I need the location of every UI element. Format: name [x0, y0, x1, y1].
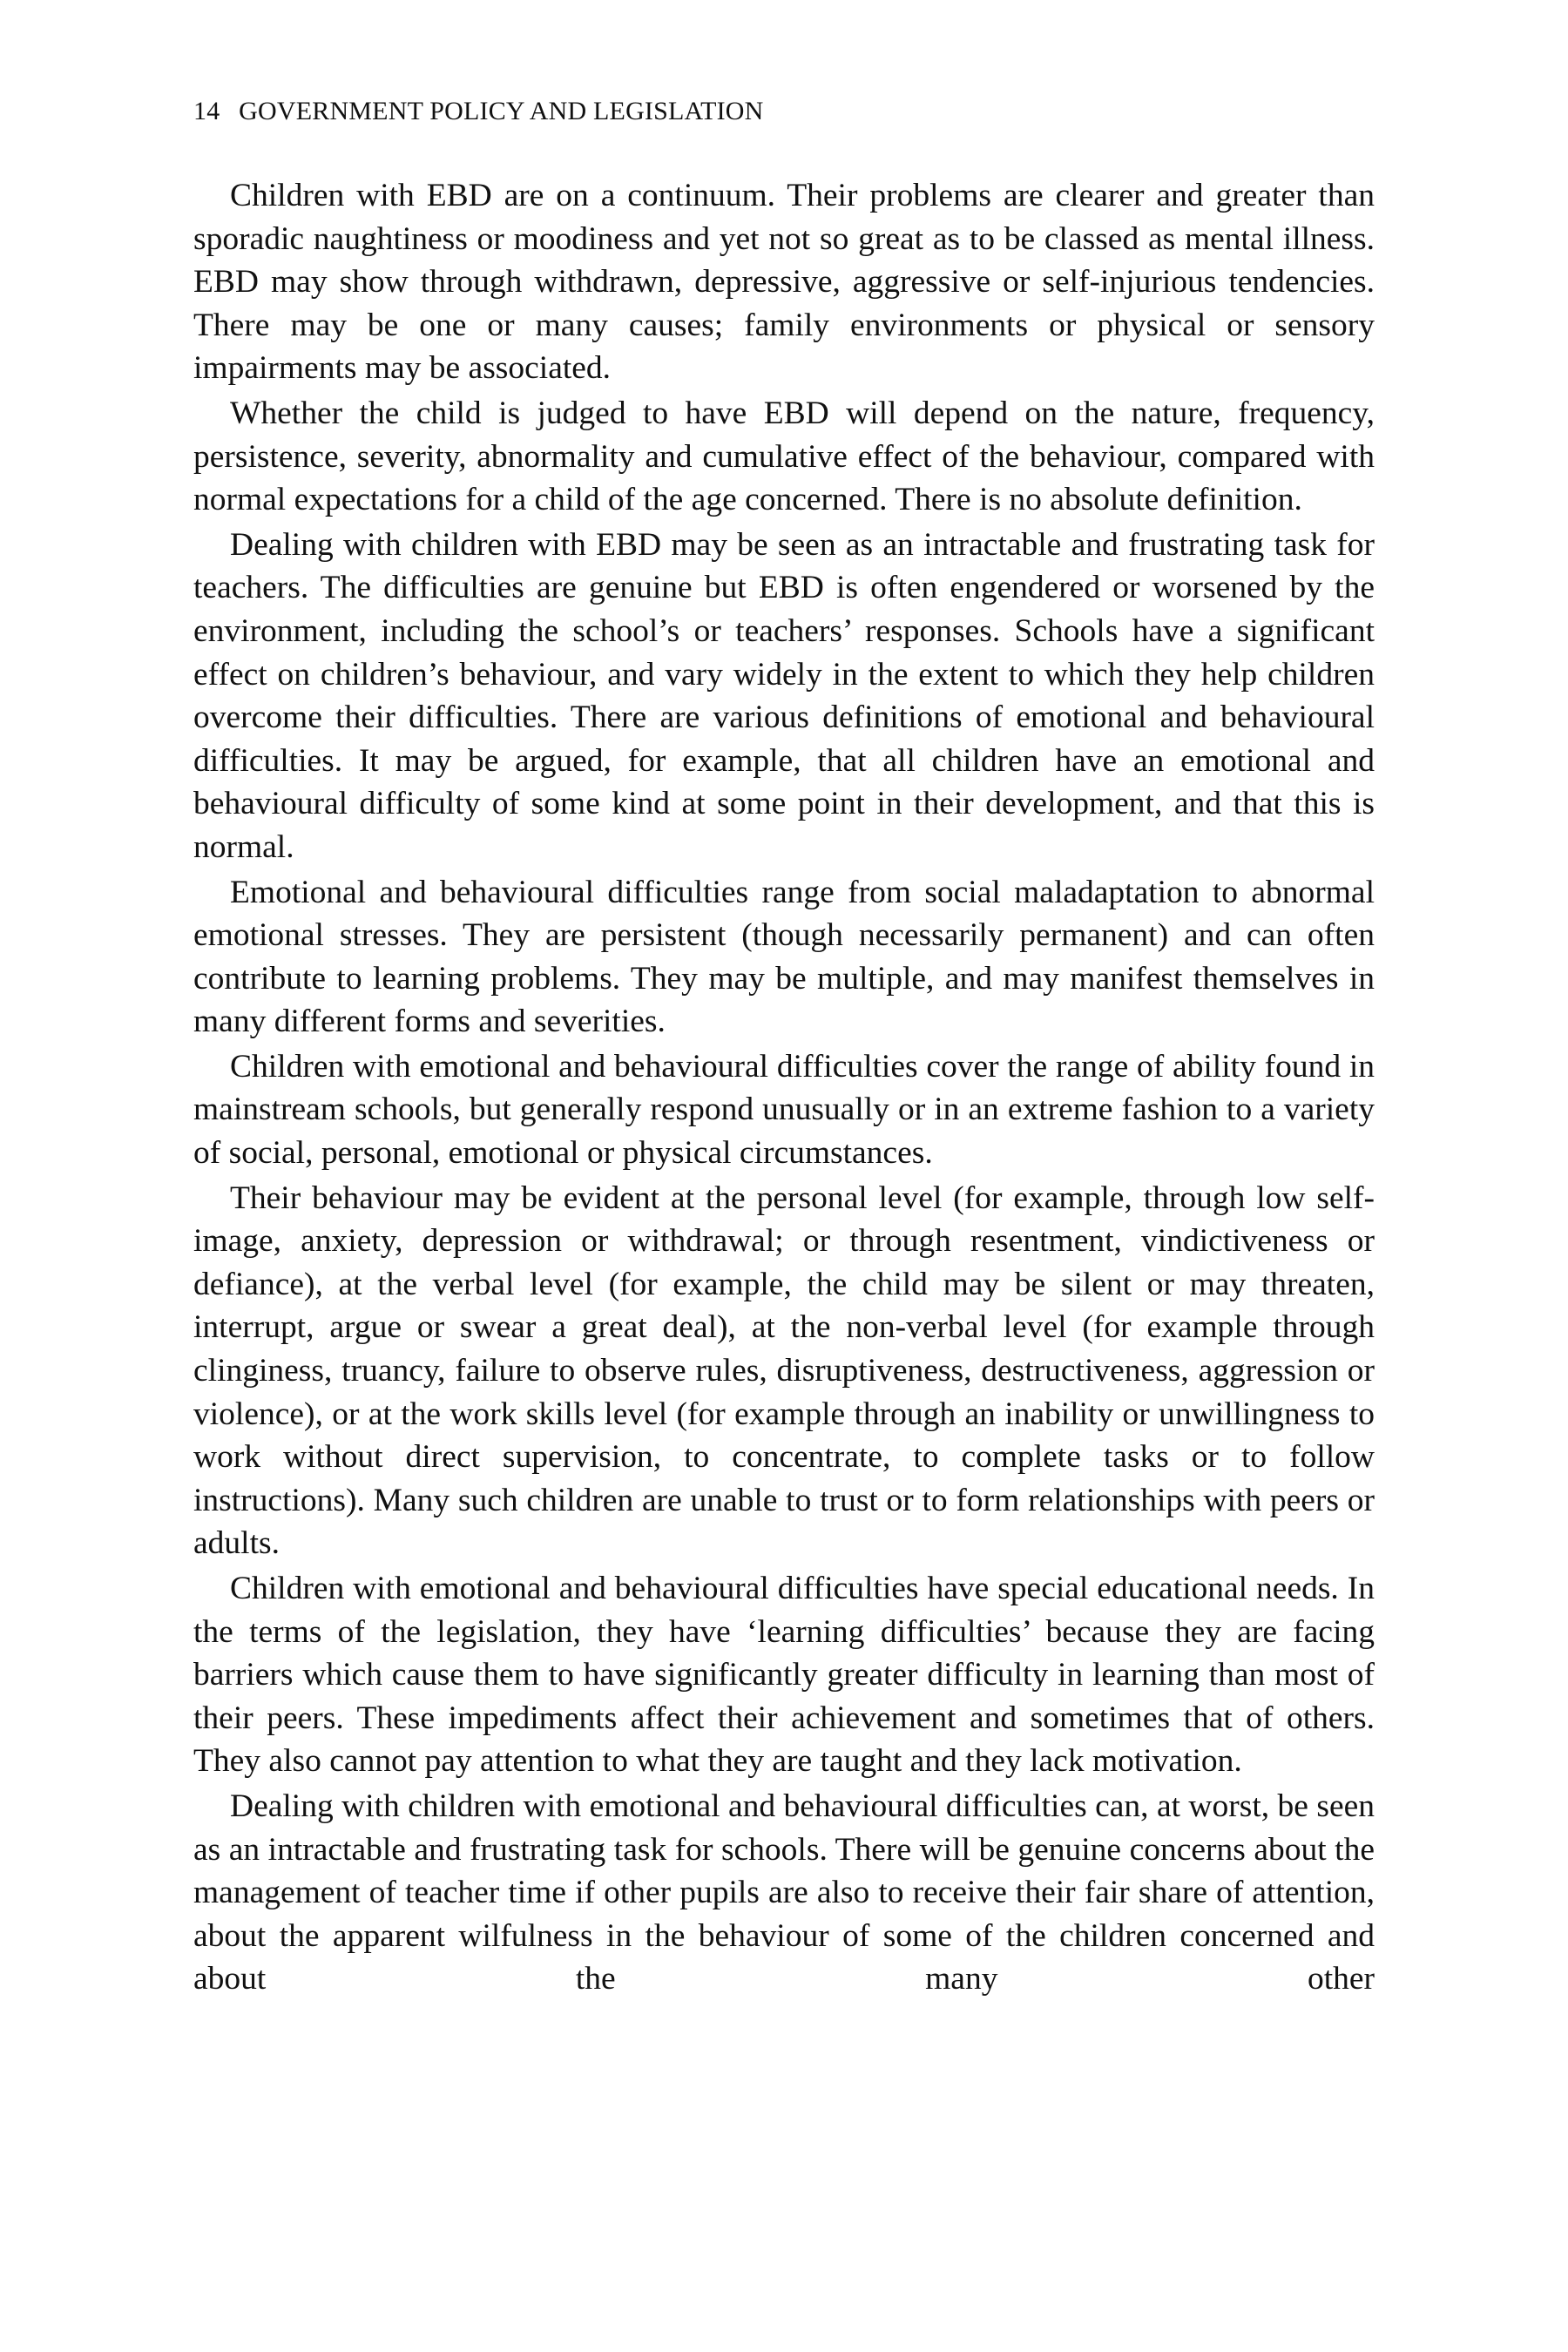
paragraph-range-of-ability: Children with emotional and behavioural difficulties cover the range of ability found in mainstream schools, but generally respond unusually or in an extreme fashion to a variety of social, personal, emotional or physical circumstances. — [193, 1048, 1375, 1172]
page-number: 14 — [193, 97, 220, 125]
paragraph-special-educational-needs: Children with emotional and behavioural difficulties have special educational needs. In the terms of the legislation, they have ‘learning difficulties’ because they are facing barriers which cause them to have significantly greater difficulty in learning than most of their peers. These impediments affect their achievement and sometimes that of others. They also cannot pay attention to what they are taught and they lack motivation. — [193, 1571, 1375, 1780]
paragraph-ebd-continuum: Children with EBD are on a continuum. Their problems are clearer and greater than sporadic naughtiness or moodiness and yet not so great as to be classed as mental illness. EBD may show through withdrawn, depressive, aggressive or self-injurious tendencies. There may be one or many causes; family environments or physical or sensory impairments may be associated. — [193, 178, 1375, 387]
paragraph-judgement-of-ebd: Whether the child is judged to have EBD will depend on the nature, frequency, persistence, severity, abnormality and cumulative effect of the behaviour, compared with normal expectations for a child of the age concerned. There is no absolute definition. — [193, 395, 1375, 518]
running-title: GOVERNMENT POLICY AND LEGISLATION — [239, 97, 764, 125]
body-text — [193, 174, 1375, 2003]
paragraph-behaviour-levels: Their behaviour may be evident at the personal level (for example, through low self-image, anxiety, depression or withdrawal; or through resentment, vindictiveness or defiance), at the verbal level (for example, the child may be silent or may threaten, interrupt, argue or swear a great deal), at the non-verbal level (for example through clinginess, truancy, failure to observe rules, disruptiveness, destructiveness, aggression or violence), or at the work skills level (for example through an inability or unwillingness to work without direct supervision, to concentrate, to complete tasks or to follow instructions). Many such children are unable to trust or to form relationships with peers or adults. — [193, 1179, 1375, 1562]
running-header — [193, 94, 764, 129]
paragraph-dealing-with-ebd: Dealing with children with EBD may be seen as an intractable and frustrating task for teachers. The difficulties are genuine but EBD is often engendered or worsened by the environment, including the school’s or teachers’ responses. Schools have a significant effect on children’s behaviour, and vary widely in the extent to which they help children overcome their difficulties. There are various definitions of emotional and behavioural difficulties. It may be argued, for example, that all children have an emotional and behavioural difficulty of some kind at some point in their development, and that this is normal. — [193, 526, 1375, 865]
paragraph-range-of-difficulties: Emotional and behavioural difficulties range from social maladaptation to abnormal emotional stresses. They are persistent (though necessarily permanent) and can often contribute to learning problems. They may be multiple, and may manifest themselves in many different forms and severities. — [193, 874, 1375, 1040]
paragraph-schools-concerns: Dealing with children with emotional and behavioural difficulties can, at worst, be seen as an intractable and frustrating task for schools. There will be genuine concerns about the management of teacher time if other pupils are also to receive their fair share of attention, about the apparent wilfulness in the behaviour of some of the children concerned and about the many other — [193, 1788, 1375, 1997]
